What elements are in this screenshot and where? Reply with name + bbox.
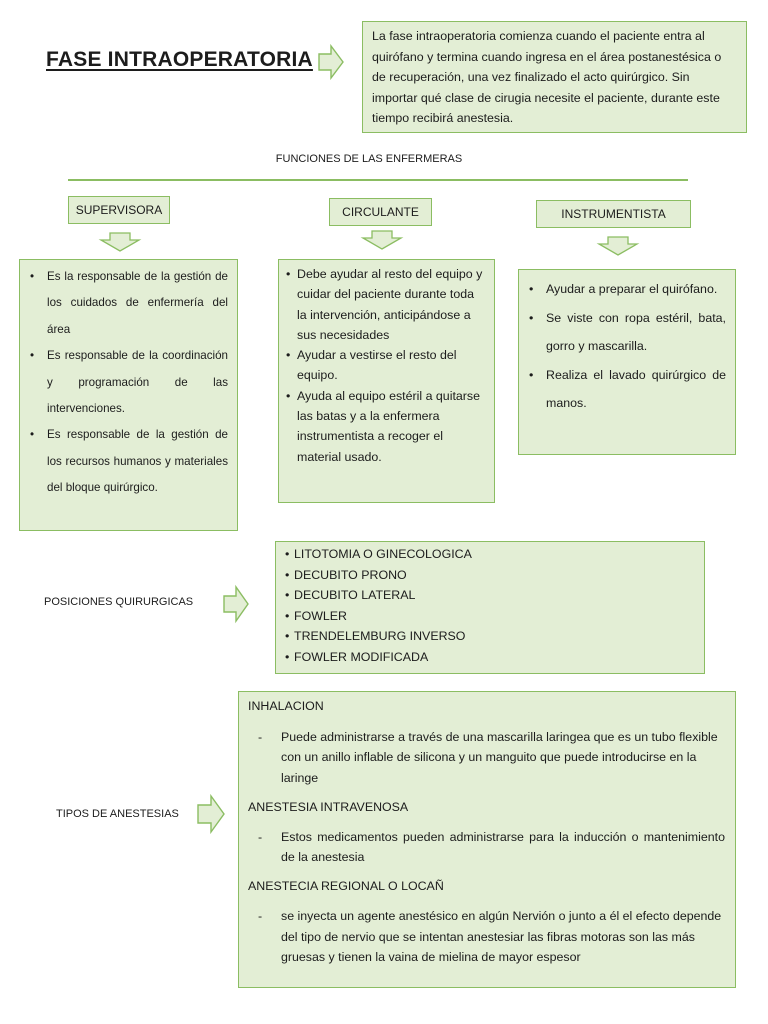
list-item: • TRENDELEMBURG INVERSO [285,626,695,647]
anesthesia-description: - Puede administrarse a través de una mascarilla laringea que es un tubo flexible con un anillo inflable de silicona y un manguito que puede introducirse en la laringe [258,730,718,785]
anesthesia-heading: INHALACION [248,699,324,713]
list-item: • FOWLER [285,606,695,627]
list-item: • DECUBITO LATERAL [285,585,695,606]
positions-box [275,541,705,674]
list-item: • Es responsable de la coordinación y programación de las intervenciones. [30,343,228,422]
list-item: • Ayuda al equipo estéril a quitarse las batas y a la enfermera instrumentista a recoger el material usado. [286,386,486,467]
page-title: FASE INTRAOPERATORIA [46,48,313,71]
down-arrow-icon [362,230,402,250]
list-item: • Es responsable de la gestión de los recursos humanos y materiales del bloque quirúrgico. [30,422,228,501]
list-item: • Es la responsable de la gestión de los cuidados de enfermería del área [30,264,228,343]
intro-description-box [362,21,747,133]
anesthesia-description: - se inyecta un agente anestésico en algún Nervión o junto a él el efecto depende del tipo de nervio que se intentan anestesiar las fibras motoras son las más gruesas y tienen la vaina de mielina de mayor espesor [258,909,722,965]
down-arrow-icon [100,232,140,252]
functions-heading: FUNCIONES DE LAS ENFERMERAS [275,153,463,165]
anesthesia-label: TIPOS DE ANESTESIAS [56,808,179,820]
anesthesia-heading: ANESTECIA REGIONAL O LOCAÑ [248,879,444,894]
circulante-duties-box [278,259,495,503]
positions-label: POSICIONES QUIRURGICAS [44,596,194,608]
list-item: • Se viste con ropa estéril, bata, gorro y mascarilla. [527,304,726,361]
list-item: • LITOTOMIA O GINECOLOGICA [285,544,695,565]
anesthesia-description: - Estos medicamentos pueden administrarse para la inducción o mantenimiento de la anestesia [258,829,725,865]
list-item: • Realiza el lavado quirúrgico de manos. [527,361,726,418]
role-label-supervisora: SUPERVISORA [68,196,170,224]
anesthesia-heading: ANESTESIA INTRAVENOSA [248,799,409,814]
supervisora-duties-box [19,259,238,531]
list-item: • DECUBITO PRONO [285,565,695,586]
right-arrow-icon [318,45,344,79]
instrumentista-duties-box [518,269,736,455]
list-item: • FOWLER MODIFICADA [285,647,695,668]
down-arrow-icon [598,236,638,256]
list-item: • Ayudar a vestirse el resto del equipo. [286,345,486,386]
role-label-circulante: CIRCULANTE [329,198,432,226]
right-arrow-icon [197,795,225,833]
right-arrow-icon [223,586,249,622]
intro-text: La fase intraoperatoria comienza cuando el paciente entra al quirófano y termina cuando ingresa en el área postanestésica o de recuperación, una vez finalizado el acto quirúrgico. Sin importar qué clase de cirugia necesite el paciente, durante este tiempo recibirá anestesia. [372,29,722,125]
role-label-instrumentista: INSTRUMENTISTA [536,200,691,228]
list-item: • Ayudar a preparar el quirófano. [527,275,726,304]
list-item: • Debe ayudar al resto del equipo y cuidar del paciente durante toda la intervención, anticipándose a sus necesidades [286,264,486,345]
anesthesia-types-box [238,691,736,988]
section-divider [68,179,688,181]
